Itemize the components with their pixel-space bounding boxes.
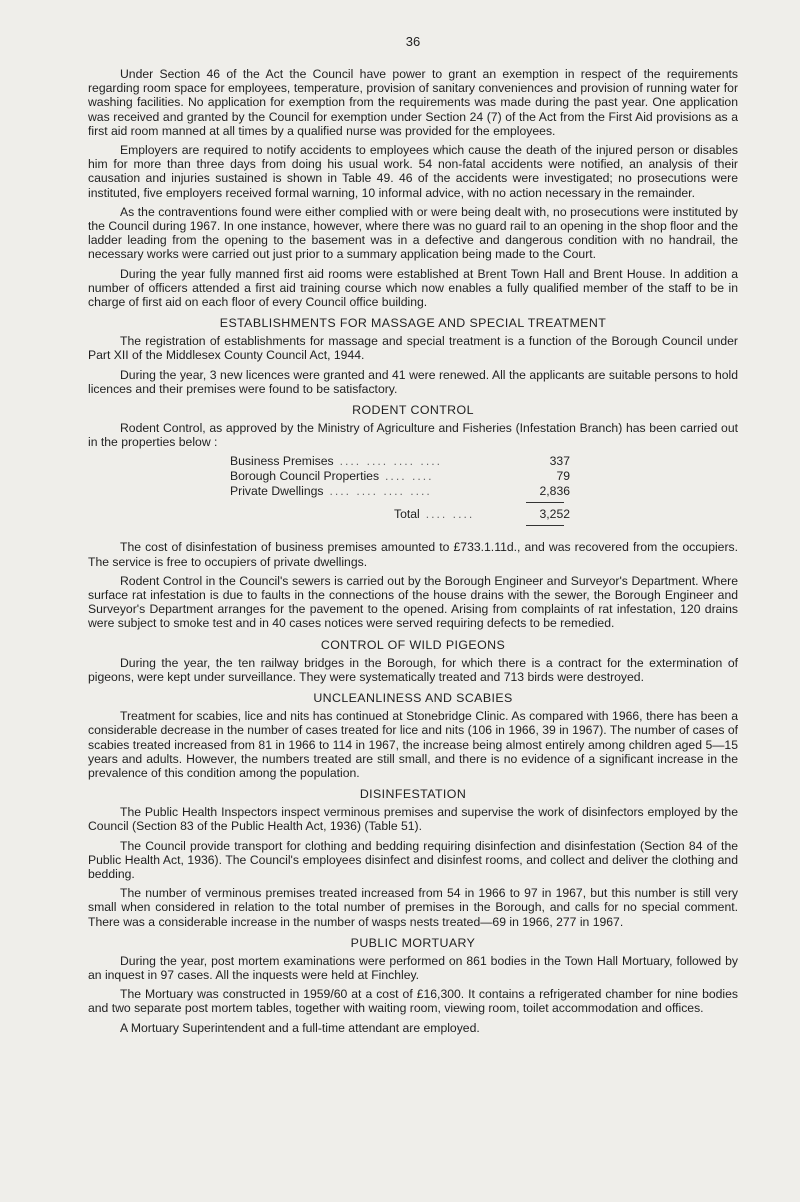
- paragraph: During the year, post mortem examinations were performed on 861 bodies in the Town Hall Mortuary, followed by an inquest in 97 cases. All the inquests were held at Finchley.: [88, 953, 738, 982]
- paragraph: The registration of establishments for massage and special treatment is a function of the Borough Council under Part XII of the Middlesex County Council Act, 1944.: [88, 334, 738, 363]
- table-row: Borough Council Properties .... .... 79: [230, 469, 570, 484]
- section-heading: CONTROL OF WILD PIGEONS: [320, 637, 506, 652]
- page-number: 36: [405, 34, 421, 49]
- paragraph: The Public Health Inspectors inspect verminous premises and supervise the work of disinfectors employed by the Council (Section 83 of the Public Health Act, 1936) (Table 51).: [88, 805, 738, 834]
- paragraph: The Council provide transport for clothing and bedding requiring disinfection and disinfestation (Section 84 of the Public Health Act, 1936). The Council's employees disinfect and disinfest rooms, and collect and deliver the clothing and bedding.: [88, 838, 738, 881]
- disinfestation-section: [88, 787, 738, 929]
- paragraph: During the year, the ten railway bridges in the Borough, for which there is a contract for the extermination of pigeons, were kept under surveillance. They were systematically treated and 713 birds were destroyed.: [88, 655, 738, 684]
- table-divider: [526, 525, 564, 526]
- table-row: Business Premises .... .... .... .... 337: [230, 454, 570, 469]
- rodent-properties-table: [230, 454, 738, 526]
- table-total-row: Total .... .... 3,252: [394, 507, 570, 522]
- section-heading: UNCLEANLINESS AND SCABIES: [313, 691, 513, 706]
- table-row: Private Dwellings .... .... .... .... 2,836: [230, 484, 570, 499]
- section-heading: RODENT CONTROL: [352, 403, 474, 418]
- intro-section: [88, 67, 738, 309]
- massage-section: [88, 316, 738, 396]
- paragraph: The number of verminous premises treated increased from 54 in 1966 to 97 in 1967, but this number is still very small when considered in relation to the total number of premises in the Borough, and calls for no special comment. There was a considerable increase in the number of wasps nests treated—69 in 1966, 277 in 1967.: [88, 886, 738, 929]
- paragraph: As the contraventions found were either complied with or were being dealt with, no prosecutions were instituted by the Council during 1967. In one instance, however, where there was no guard rail to an opening in the shop floor and the ladder leading from the opening to the basement was in a defective and dangerous condition with no handrail, the necessary works were carried out just prior to a summary application being made to the Court.: [88, 204, 738, 262]
- total-value: 3,252: [539, 507, 570, 522]
- scabies-section: [88, 691, 738, 780]
- paragraph: Treatment for scabies, lice and nits has continued at Stonebridge Clinic. As compared with 1966, there has been a considerable decrease in the number of cases treated for lice and nits (106 in 1966, 39 in 1967). The number of cases of scabies treated increased from 81 in 1966 to 114 in 1967, the increase being almost entirely among children aged 5—15 years and adults. However, the numbers treated are still small, and there is no evidence of a significant increase in the prevalence of this condition among the population.: [88, 709, 738, 780]
- paragraph: The cost of disinfestation of business premises amounted to £733.1.11d., and was recovered from the occupiers. The service is free to occupiers of private dwellings.: [88, 540, 738, 569]
- mortuary-section: [88, 936, 738, 1035]
- paragraph: Under Section 46 of the Act the Council have power to grant an exemption in respect of the requirements regarding room space for employees, temperature, provision of sanitary conveniences and provision of running water for washing facilities. No application for exemption from the requirements was made during the past year. One application was received and granted by the Council for exemption under Section 24 (7) of the Act from the First Aid provisions as a first aid room manned at all times by a qualified nurse was provided for the employees.: [88, 67, 738, 138]
- pigeons-section: [88, 638, 738, 684]
- row-value: 79: [556, 469, 570, 484]
- paragraph: Rodent Control, as approved by the Ministry of Agriculture and Fisheries (Infestation Branch) has been carried out in the properties below :: [88, 421, 738, 450]
- paragraph: The Mortuary was constructed in 1959/60 at a cost of £16,300. It contains a refrigerated chamber for nine bodies and two separate post mortem tables, together with waiting room, viewing room, toilet accommodation and offices.: [88, 987, 738, 1016]
- rodent-section: [88, 403, 738, 631]
- row-value: 337: [549, 454, 570, 469]
- section-heading: ESTABLISHMENTS FOR MASSAGE AND SPECIAL TREATMENT: [219, 316, 607, 331]
- paragraph: During the year fully manned first aid rooms were established at Brent Town Hall and Brent House. In addition a number of officers attended a first aid training course which now enables a fully qualified member of the staff to be in charge of first aid on each floor of every Council office building.: [88, 266, 738, 310]
- section-heading: DISINFESTATION: [359, 787, 467, 802]
- paragraph: During the year, 3 new licences were granted and 41 were renewed. All the applicants are suitable persons to hold licences and their premises were found to be satisfactory.: [88, 367, 738, 396]
- row-label: Business Premises: [230, 454, 334, 469]
- paragraph: Rodent Control in the Council's sewers is carried out by the Borough Engineer and Surveyor's Department. Where surface rat infestation is due to faults in the connections of the house drains with the sewer, the Borough Engineer and Surveyor's Department arranges for the pavement to the opened. Arising from complaints of rat infestation, 120 drains were subject to smoke test and in 40 cases notices were served requiring defects to be remedied.: [88, 573, 738, 631]
- row-label: Borough Council Properties: [230, 469, 380, 484]
- section-heading: PUBLIC MORTUARY: [350, 935, 476, 950]
- total-label: Total: [394, 507, 420, 522]
- row-value: 2,836: [539, 484, 570, 499]
- table-divider: [526, 502, 564, 503]
- row-label: Private Dwellings: [230, 484, 324, 499]
- paragraph: A Mortuary Superintendent and a full-time attendant are employed.: [120, 1020, 480, 1035]
- paragraph: Employers are required to notify accidents to employees which cause the death of the injured person or disables him for more than three days from doing his usual work. 54 non-fatal accidents were notified, an analysis of their causation and injuries sustained is shown in Table 49. 46 of the accidents were investigated; no prosecutions were instituted, five employers received formal warning, 10 informal advice, with no action necessary in the remainder.: [88, 143, 738, 200]
